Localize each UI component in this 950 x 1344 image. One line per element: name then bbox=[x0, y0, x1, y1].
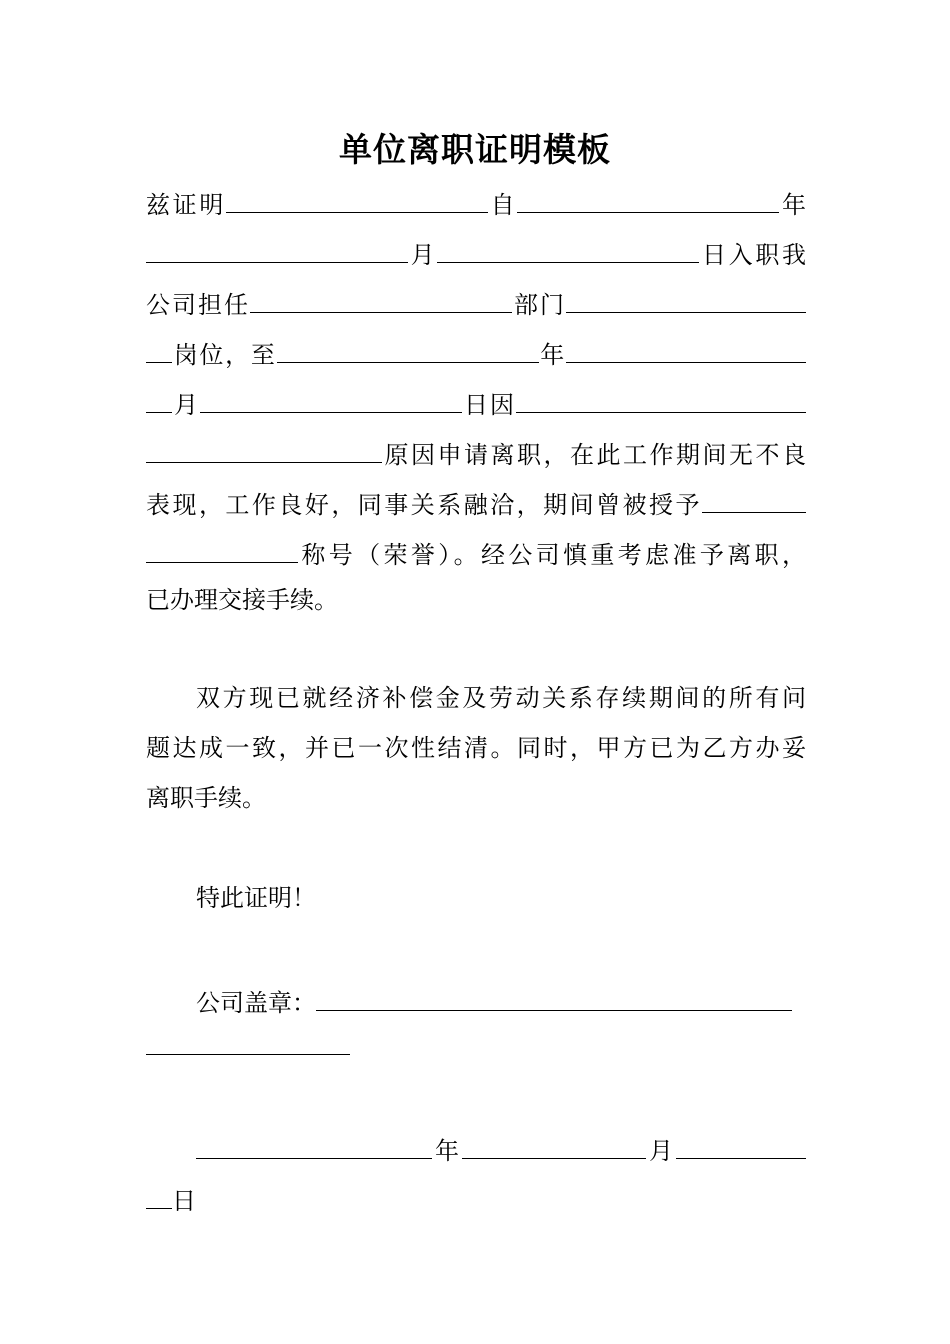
sign-day-blank-continued[interactable] bbox=[146, 1178, 172, 1209]
entry-day-blank[interactable] bbox=[437, 232, 699, 263]
text-month: 月 bbox=[408, 241, 438, 268]
leave-day-blank[interactable] bbox=[200, 382, 462, 413]
text-leave-year: 年 bbox=[538, 341, 567, 368]
text-day-because: 日因 bbox=[462, 391, 516, 418]
leave-year-blank[interactable] bbox=[277, 332, 539, 363]
paragraph2-line1: 双方现已就经济补偿金及劳动关系存续期间的所有问 bbox=[196, 684, 806, 712]
certify-text: 特此证明！ bbox=[196, 884, 316, 912]
paragraph1-line3 bbox=[146, 282, 806, 318]
paragraph1-line4 bbox=[146, 332, 806, 368]
sign-day-blank[interactable] bbox=[676, 1128, 806, 1159]
seal-blank[interactable] bbox=[316, 980, 792, 1011]
sign-year-blank[interactable] bbox=[196, 1128, 432, 1159]
text-company-position: 公司担任 bbox=[146, 291, 250, 318]
text-sign-month: 月 bbox=[646, 1137, 676, 1164]
text-reason-apply: 原因申请离职，在此工作期间无不良 bbox=[382, 441, 806, 468]
leave-month-blank-continued[interactable] bbox=[146, 382, 172, 413]
text-sign-day: 日 bbox=[172, 1187, 196, 1214]
paragraph1-line1 bbox=[146, 182, 806, 218]
text-position-until: 岗位，至 bbox=[172, 341, 277, 368]
paragraph1-line6 bbox=[146, 432, 806, 468]
paragraph1-line2 bbox=[146, 232, 806, 268]
honor-blank-continued[interactable] bbox=[146, 532, 298, 563]
honor-blank[interactable] bbox=[702, 482, 806, 513]
text-honor-approve: 称号（荣誉）。经公司慎重考虑准予离职， bbox=[298, 541, 806, 568]
reason-blank[interactable] bbox=[516, 382, 806, 413]
seal-label: 公司盖章： bbox=[196, 989, 316, 1016]
text-certify-intro: 兹证明 bbox=[146, 191, 226, 218]
seal-line bbox=[196, 980, 806, 1016]
paragraph1-line5 bbox=[146, 382, 806, 418]
sign-month-blank[interactable] bbox=[462, 1128, 646, 1159]
text-performance: 表现，工作良好，同事关系融洽，期间曾被授予 bbox=[146, 491, 702, 518]
paragraph1-line9 bbox=[146, 582, 806, 618]
paragraph1-line8 bbox=[146, 532, 806, 568]
name-blank[interactable] bbox=[226, 182, 488, 213]
text-day-joined: 日入职我 bbox=[699, 241, 806, 268]
text-sign-year: 年 bbox=[432, 1137, 462, 1164]
seal-blank-continued[interactable] bbox=[146, 1054, 350, 1055]
paragraph2-line2: 题达成一致，并已一次性结清。同时，甲方已为乙方办妥 bbox=[146, 734, 806, 762]
reason-blank-continued[interactable] bbox=[146, 432, 382, 463]
department-blank[interactable] bbox=[250, 282, 512, 313]
text-department: 部门 bbox=[512, 291, 566, 318]
date-line-continued bbox=[146, 1178, 806, 1214]
text-leave-month: 月 bbox=[172, 391, 200, 418]
paragraph2-line3: 离职手续。 bbox=[146, 784, 266, 812]
leave-month-blank[interactable] bbox=[566, 332, 806, 363]
paragraph1-line7 bbox=[146, 482, 806, 518]
entry-month-blank[interactable] bbox=[146, 232, 408, 263]
position-blank-continued[interactable] bbox=[146, 332, 172, 363]
position-blank[interactable] bbox=[566, 282, 806, 313]
text-year: 年 bbox=[779, 191, 806, 218]
date-line bbox=[196, 1128, 806, 1164]
text-from: 自 bbox=[488, 191, 518, 218]
document-title: 单位离职证明模板 bbox=[339, 130, 611, 169]
entry-year-blank[interactable] bbox=[517, 182, 779, 213]
text-handover: 已办理交接手续。 bbox=[146, 586, 338, 614]
